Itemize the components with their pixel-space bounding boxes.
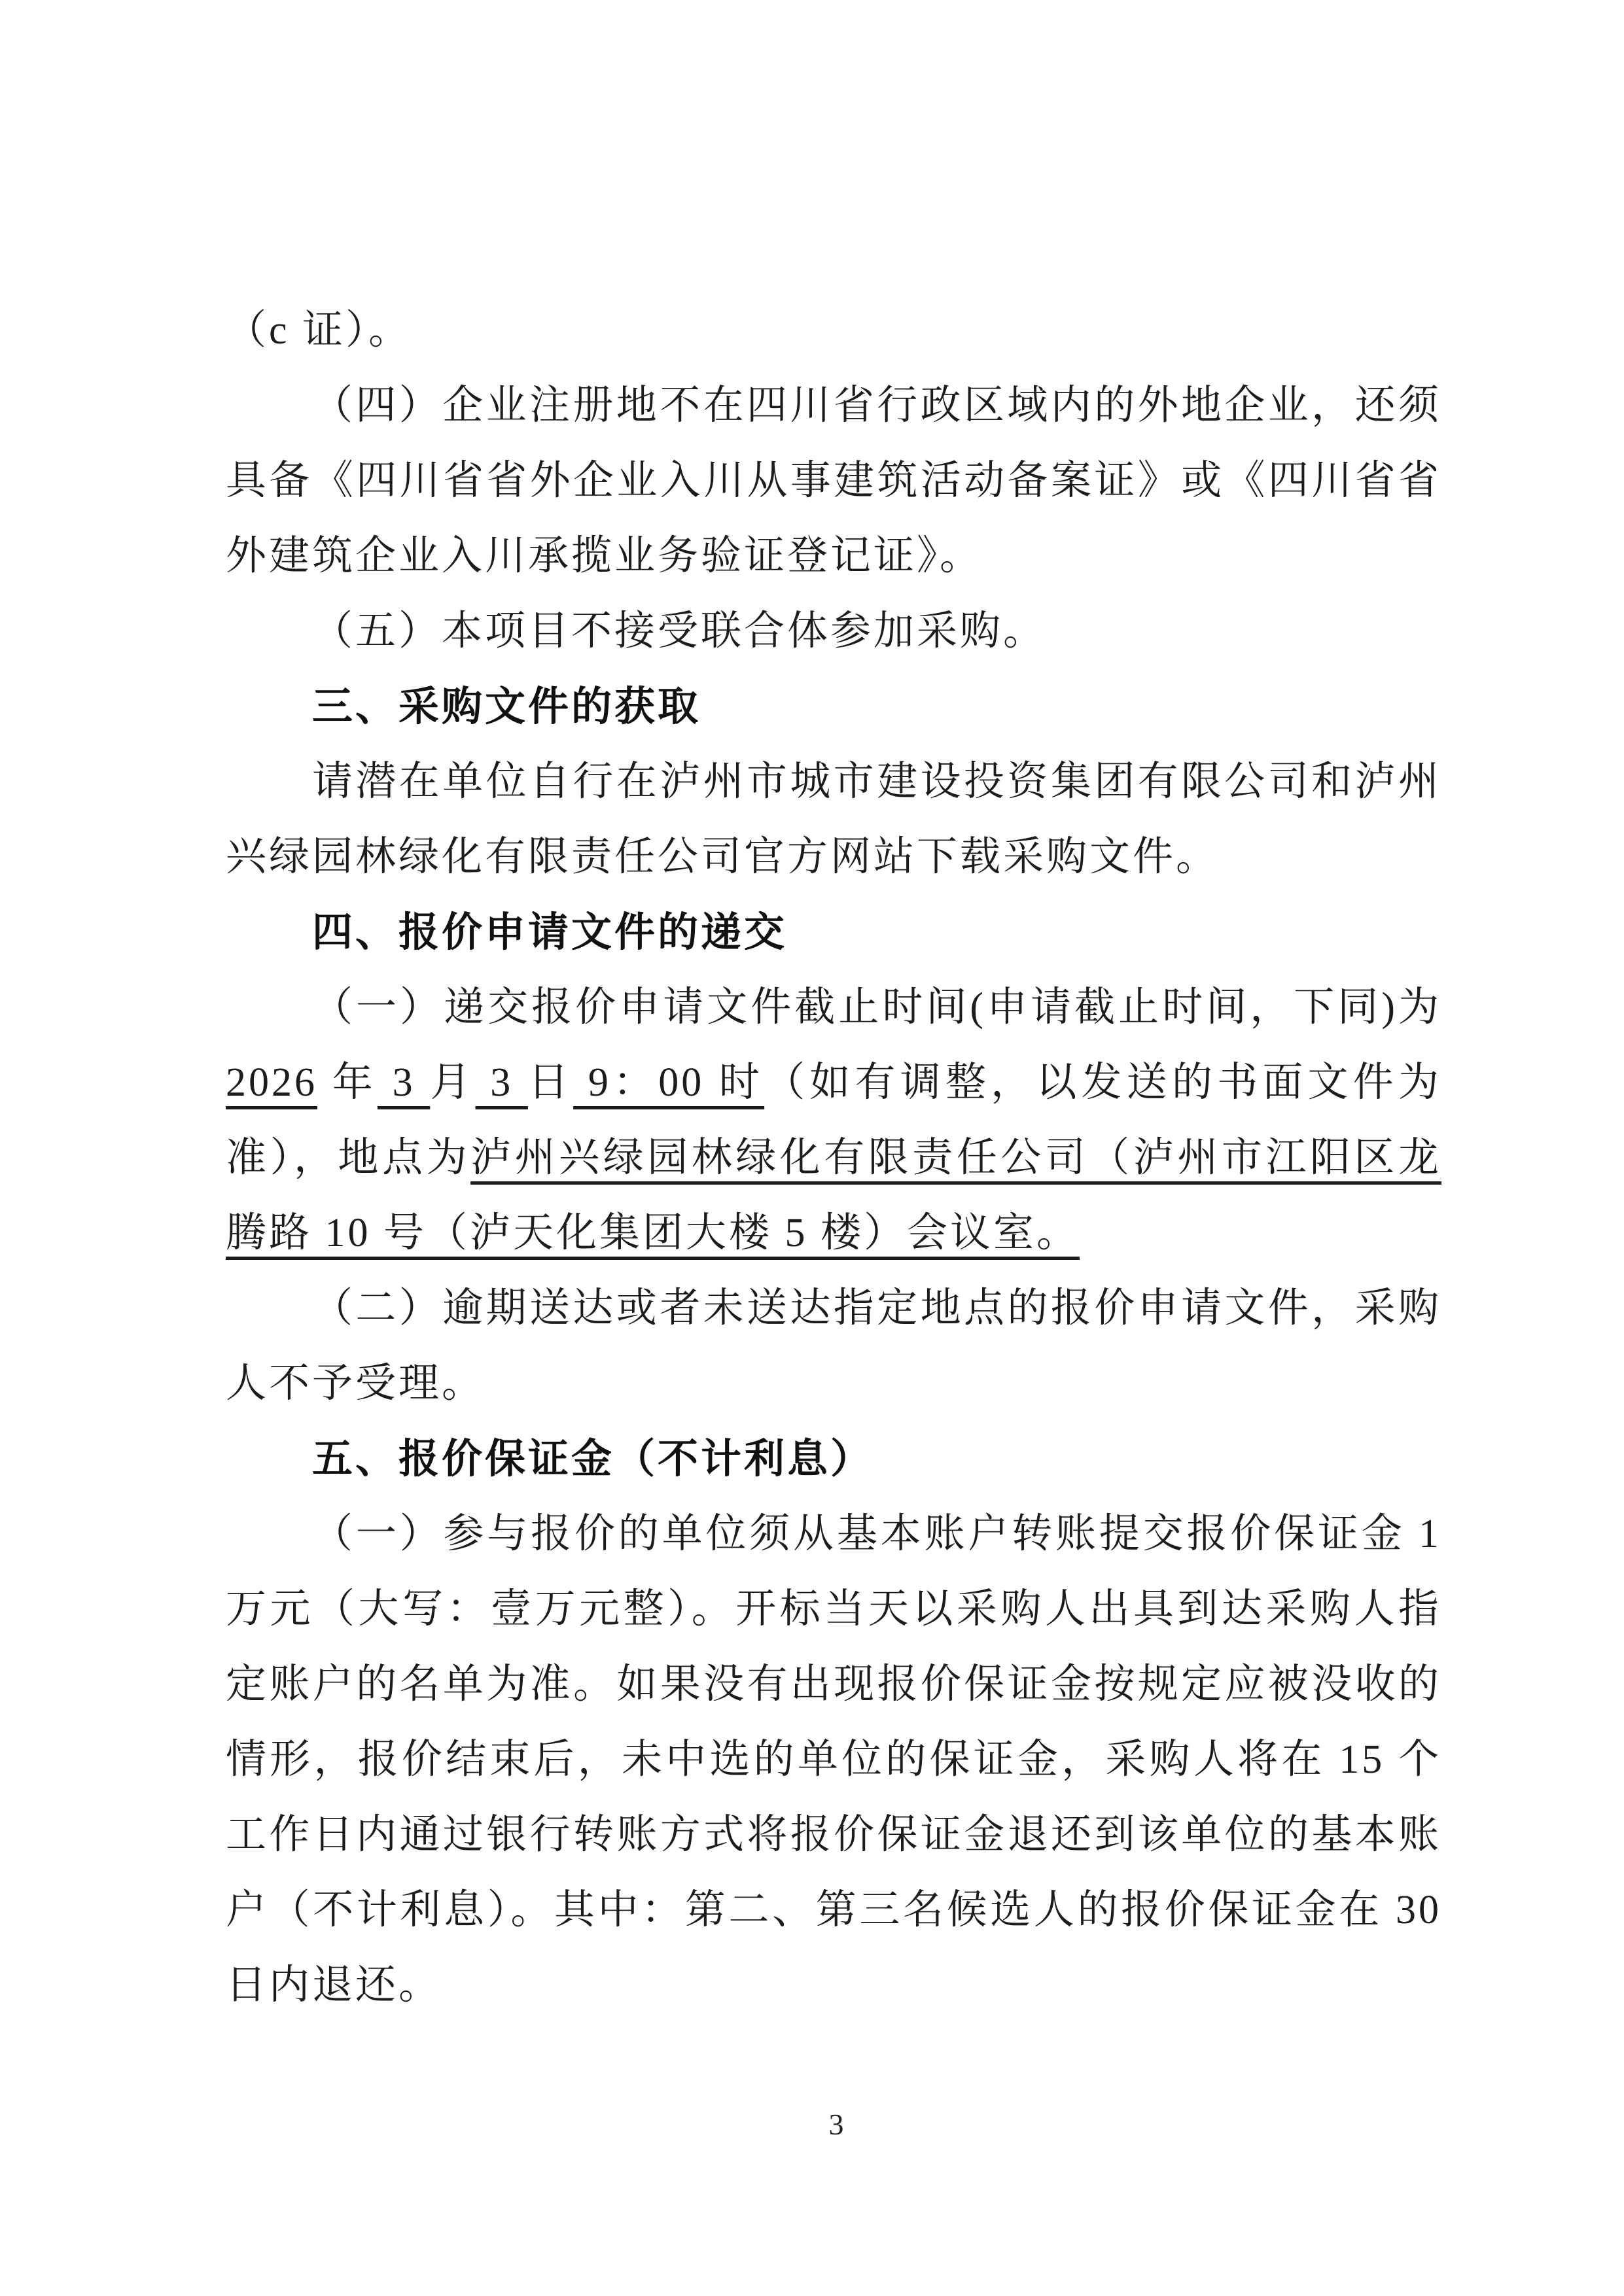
- heading-section-three-document-acquisition: [226, 669, 1441, 744]
- paragraph-text: （二）逾期送达或者未送达指定地点的报价申请文件，采购人不予受理。: [226, 1286, 1441, 1406]
- deadline-year-value: 2026: [226, 1060, 317, 1105]
- heading-text: 五、报价保证金（不计利息）: [312, 1436, 874, 1482]
- deadline-adjustment-note: （如有调整，以发送的书面文件为准），地点为: [226, 1060, 1441, 1180]
- heading-text: 三、采购文件的获取: [312, 684, 701, 729]
- paragraph-text: 请潜在单位自行在泸州市城市建设投资集团有限公司和泸州兴绿园林绿化有限责任公司官方网站下载采购文件。: [226, 759, 1441, 879]
- document-body: [226, 293, 1441, 2023]
- deadline-intro-text: （一）递交报价申请文件截止时间(申请截止时间，下同)为: [312, 985, 1441, 1030]
- paragraph-item-five-no-consortium: [226, 594, 1441, 669]
- paragraph-late-submission-rejected: [226, 1271, 1441, 1421]
- deadline-month-value: 3: [377, 1060, 431, 1105]
- heading-section-five-bid-deposit: [226, 1421, 1441, 1497]
- submission-location-value: 泸州兴绿园林绿化有限责任公司（泸州市江阳区龙腾路 10 号（泸天化集团大楼 5 楼）会议室。: [226, 1136, 1441, 1255]
- page-number-text: 3: [828, 2108, 844, 2141]
- deadline-day-label: 日: [527, 1060, 574, 1105]
- paragraph-text: （四）企业注册地不在四川省行政区域内的外地企业，还须具备《四川省省外企业入川从事建筑活动备案证》或《四川省省外建筑企业入川承揽业务验证登记证》。: [226, 383, 1441, 578]
- paragraph-item-four-out-of-province: [226, 368, 1441, 594]
- heading-text: 四、报价申请文件的递交: [312, 910, 788, 955]
- heading-section-four-quotation-submission: [226, 895, 1441, 970]
- deadline-month-label: 月: [430, 1060, 476, 1105]
- paragraph-download-instructions: [226, 744, 1441, 895]
- paragraph-text: （五）本项目不接受联合体参加采购。: [312, 609, 1047, 653]
- paragraph-c-certificate: [226, 293, 1441, 368]
- page-number: [24, 2105, 1624, 2144]
- paragraph-bid-deposit-terms: [226, 1497, 1441, 2023]
- paragraph-submission-deadline: [226, 970, 1441, 1271]
- deadline-year-label: 年: [317, 1060, 378, 1105]
- paragraph-text: （一）参与报价的单位须从基本账户转账提交报价保证金 1 万元（大写：壹万元整）。开标当天以采购人出具到达采购人指定账户的名单为准。如果没有出现报价保证金按规定应被没收的情形，报价结束后，未中选的单位的保证金，采购人将在 15 个工作日内通过银行转账方式将报价保证金退还到该单位的基本账户（不计利息）。其中：第二、第三名候选人的报价保证金在 30 日内退还。: [226, 1512, 1441, 2008]
- paragraph-text: （c 证）。: [226, 308, 412, 353]
- deadline-time-value: 9：00 时: [573, 1060, 765, 1105]
- deadline-day-value: 3: [475, 1060, 528, 1105]
